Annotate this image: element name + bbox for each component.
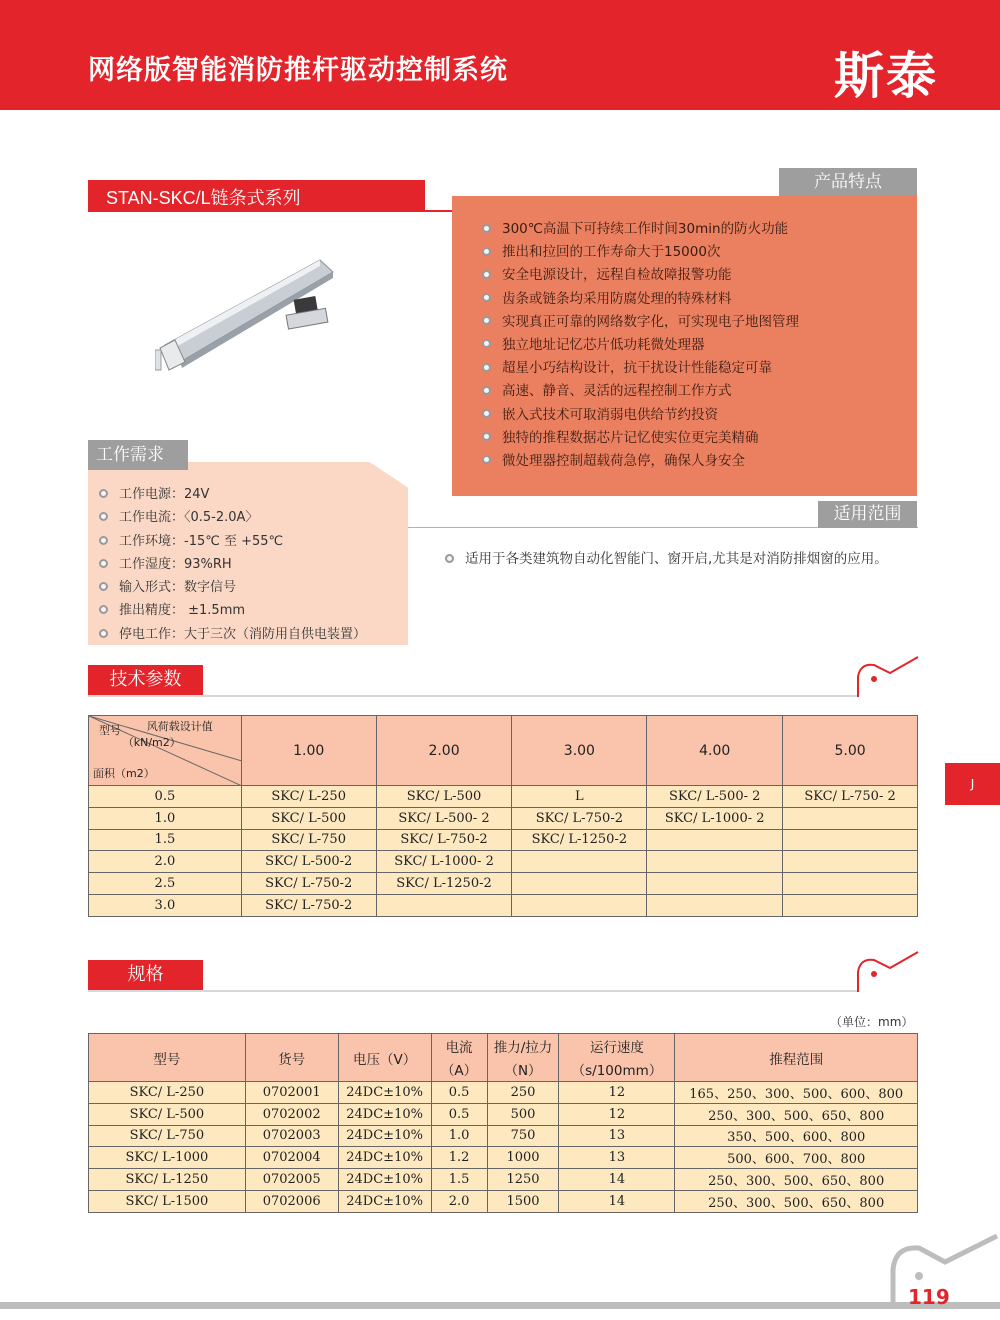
bullet-icon: [99, 512, 108, 521]
table-cell: SKC/ L-750-2: [512, 807, 647, 829]
table-cell: SKC/ L-250: [89, 1082, 246, 1104]
table-cell: [783, 873, 918, 895]
list-item: 超星小巧结构设计，抗干扰设计性能稳定可靠: [482, 357, 799, 380]
column-header: （N）: [487, 1058, 559, 1082]
bullet-icon: [99, 536, 108, 545]
bullet-icon: [482, 339, 491, 348]
table-cell: 1500: [487, 1190, 559, 1212]
table-row: [89, 786, 918, 808]
table-row: [89, 1169, 918, 1191]
list-item: 高速、静音、灵活的远程控制工作方式: [482, 380, 799, 403]
table-cell: [783, 807, 918, 829]
scope-tab: 适用范围: [818, 501, 917, 528]
column-header: 电压（V）: [338, 1034, 431, 1082]
bullet-icon: [99, 629, 108, 638]
table-cell: 0702002: [245, 1103, 338, 1125]
table-cell: SKC/ L-1000- 2: [376, 851, 512, 873]
table-cell: [783, 851, 918, 873]
table-cell: 0.5: [431, 1082, 487, 1104]
table-cell: SKC/ L-500-2: [241, 851, 376, 873]
bullet-icon: [445, 554, 454, 563]
table-cell: 24DC±10%: [338, 1147, 431, 1169]
table-cell: SKC/ L-750- 2: [783, 786, 918, 808]
table-cell: 1.5: [431, 1169, 487, 1191]
table-cell: [512, 851, 647, 873]
table-cell: SKC/ L-1000: [89, 1147, 246, 1169]
table-cell: 13: [559, 1147, 675, 1169]
bullet-icon: [482, 455, 491, 464]
table-cell: SKC/ L-250: [241, 786, 376, 808]
page-header: [0, 0, 1000, 110]
table-cell: [512, 873, 647, 895]
list-item: 齿条或链条均采用防腐处理的特殊材料: [482, 288, 799, 311]
series-title: STAN-SKC/L链条式系列: [106, 188, 301, 208]
table-cell: [647, 829, 783, 851]
chapter-tab: J: [945, 763, 1000, 805]
table-cell: 0702005: [245, 1169, 338, 1191]
bullet-icon: [99, 489, 108, 498]
column-header: （A）: [431, 1058, 487, 1082]
table-cell: SKC/ L-1250-2: [512, 829, 647, 851]
specs-tab: 规格: [88, 960, 203, 990]
table-cell: 24DC±10%: [338, 1125, 431, 1147]
table-cell: L: [512, 786, 647, 808]
table-cell: 2.0: [89, 851, 242, 873]
page-number: 119: [908, 1285, 950, 1309]
corner-unit-label: （kN/m2）: [122, 736, 181, 749]
table-row: [89, 1190, 918, 1212]
column-header: 3.00: [512, 716, 647, 786]
footer-line: [0, 1302, 1000, 1309]
table-cell: 2.5: [89, 873, 242, 895]
specs-table: [88, 1033, 918, 1213]
tech-params-divider: [88, 695, 858, 697]
table-cell: [647, 851, 783, 873]
table-cell: SKC/ L-750-2: [241, 894, 376, 916]
table-cell: 1.5: [89, 829, 242, 851]
bullet-icon: [482, 409, 491, 418]
scope-text: 适用于各类建筑物自动化智能门、窗开启,尤其是对消防排烟窗的应用。: [445, 547, 888, 567]
table-cell: 1000: [487, 1147, 559, 1169]
column-header: 2.00: [376, 716, 512, 786]
table-cell: [783, 829, 918, 851]
corner-area-label: 面积（m2）: [93, 767, 155, 780]
bullet-icon: [482, 293, 491, 302]
table-cell: [647, 873, 783, 895]
table-row: [89, 1103, 918, 1125]
table-cell: 3.0: [89, 894, 242, 916]
series-title-bar: [88, 180, 425, 210]
table-cell: 12: [559, 1082, 675, 1104]
list-item: 工作环境：-15℃ 至 +55℃: [99, 530, 366, 553]
table-cell: 24DC±10%: [338, 1082, 431, 1104]
table-cell: 250、300、500、650、800: [675, 1103, 918, 1125]
table-cell: 250、300、500、650、800: [675, 1169, 918, 1191]
table-row: [89, 1147, 918, 1169]
column-header: 推程范围: [675, 1034, 918, 1082]
requirements-tab: 工作需求: [88, 440, 188, 470]
table-cell: 500: [487, 1103, 559, 1125]
table-cell: 350、500、600、800: [675, 1125, 918, 1147]
table-header-row: [89, 1034, 918, 1058]
column-header: 货号: [245, 1034, 338, 1082]
tech-params-table: [88, 715, 918, 917]
table-cell: [647, 894, 783, 916]
table-cell: SKC/ L-750-2: [241, 873, 376, 895]
list-item: 推出精度： ±1.5mm: [99, 599, 366, 622]
corner-wind-label: 风荷载设计值: [146, 720, 213, 733]
list-item: 推出和拉回的工作寿命大于15000次: [482, 241, 799, 264]
table-row: [89, 851, 918, 873]
table-row: [89, 1082, 918, 1104]
table-cell: 0.5: [431, 1103, 487, 1125]
table-cell: 1.0: [431, 1125, 487, 1147]
brand-logo: 斯泰: [834, 47, 938, 105]
table-cell: 250: [487, 1082, 559, 1104]
table-cell: 14: [559, 1169, 675, 1191]
corner-header-cell: [89, 716, 242, 786]
table-cell: 14: [559, 1190, 675, 1212]
table-cell: 0702004: [245, 1147, 338, 1169]
list-item: 微处理器控制超载荷急停，确保人身安全: [482, 450, 799, 473]
table-cell: SKC/ L-750: [89, 1125, 246, 1147]
section-ornament-icon: [852, 655, 922, 700]
bullet-icon: [99, 605, 108, 614]
column-header: 运行速度: [559, 1034, 675, 1058]
table-cell: 0702001: [245, 1082, 338, 1104]
table-cell: 1.2: [431, 1147, 487, 1169]
tech-params-tab: 技术参数: [88, 665, 203, 695]
page-title: 网络版智能消防推杆驱动控制系统: [88, 55, 508, 86]
bullet-icon: [482, 363, 491, 372]
unit-note: （单位：mm）: [830, 1015, 914, 1029]
bullet-icon: [99, 559, 108, 568]
table-cell: SKC/ L-750-2: [376, 829, 512, 851]
column-header: （s/100mm）: [559, 1058, 675, 1082]
table-cell: SKC/ L-750: [241, 829, 376, 851]
product-image: [155, 250, 335, 375]
table-cell: SKC/ L-1250: [89, 1169, 246, 1191]
table-cell: [512, 894, 647, 916]
list-item: 嵌入式技术可取消弱电供给节约投资: [482, 404, 799, 427]
table-cell: 13: [559, 1125, 675, 1147]
bullet-icon: [482, 247, 491, 256]
requirements-list: [99, 483, 366, 646]
list-item: 工作湿度：93%RH: [99, 553, 366, 576]
table-cell: [376, 894, 512, 916]
list-item: 工作电流：〈0.5-2.0A〉: [99, 506, 366, 529]
table-row: [89, 894, 918, 916]
list-item: 独立地址记忆芯片低功耗微处理器: [482, 334, 799, 357]
bullet-icon: [99, 582, 108, 591]
bullet-icon: [482, 316, 491, 325]
list-item: 300℃高温下可持续工作时间30min的防火功能: [482, 218, 799, 241]
table-cell: 500、600、700、800: [675, 1147, 918, 1169]
bullet-icon: [482, 224, 491, 233]
list-item: 输入形式：数字信号: [99, 576, 366, 599]
table-cell: 24DC±10%: [338, 1103, 431, 1125]
bullet-icon: [482, 432, 491, 441]
table-cell: SKC/ L-500: [241, 807, 376, 829]
bullet-icon: [482, 386, 491, 395]
list-item: 独特的推程数据芯片记忆使实位更完美精确: [482, 427, 799, 450]
table-row: [89, 873, 918, 895]
table-cell: SKC/ L-500- 2: [376, 807, 512, 829]
table-cell: SKC/ L-500: [89, 1103, 246, 1125]
table-cell: SKC/ L-1500: [89, 1190, 246, 1212]
table-cell: 250、300、500、650、800: [675, 1190, 918, 1212]
table-cell: 24DC±10%: [338, 1190, 431, 1212]
table-cell: SKC/ L-1250-2: [376, 873, 512, 895]
table-cell: 2.0: [431, 1190, 487, 1212]
table-cell: 750: [487, 1125, 559, 1147]
table-cell: SKC/ L-500- 2: [647, 786, 783, 808]
bullet-icon: [482, 270, 491, 279]
specs-divider: [88, 990, 858, 992]
list-item: 工作电源：24V: [99, 483, 366, 506]
list-item: 实现真正可靠的网络数字化，可实现电子地图管理: [482, 311, 799, 334]
table-cell: 1.0: [89, 807, 242, 829]
features-list: [482, 218, 799, 473]
table-header-row: [89, 716, 918, 786]
corner-model-label: 型号: [99, 724, 121, 737]
table-cell: 12: [559, 1103, 675, 1125]
table-row: [89, 807, 918, 829]
table-cell: SKC/ L-500: [376, 786, 512, 808]
features-tab: 产品特点: [779, 168, 917, 196]
table-cell: SKC/ L-1000- 2: [647, 807, 783, 829]
column-header: 电流: [431, 1034, 487, 1058]
table-cell: 165、250、300、500、600、800: [675, 1082, 918, 1104]
table-cell: [783, 894, 918, 916]
column-header: 推力/拉力: [487, 1034, 559, 1058]
column-header: 5.00: [783, 716, 918, 786]
table-cell: 24DC±10%: [338, 1169, 431, 1191]
table-cell: 0702003: [245, 1125, 338, 1147]
column-header: 型号: [89, 1034, 246, 1082]
list-item: 停电工作：大于三次（消防用自供电装置）: [99, 623, 366, 646]
table-cell: 0.5: [89, 786, 242, 808]
table-row: [89, 829, 918, 851]
table-cell: 0702006: [245, 1190, 338, 1212]
column-header: 4.00: [647, 716, 783, 786]
list-item: 安全电源设计，远程自检故障报警功能: [482, 264, 799, 287]
table-cell: 1250: [487, 1169, 559, 1191]
table-row: [89, 1125, 918, 1147]
section-ornament-icon: [852, 950, 922, 995]
column-header: 1.00: [241, 716, 376, 786]
